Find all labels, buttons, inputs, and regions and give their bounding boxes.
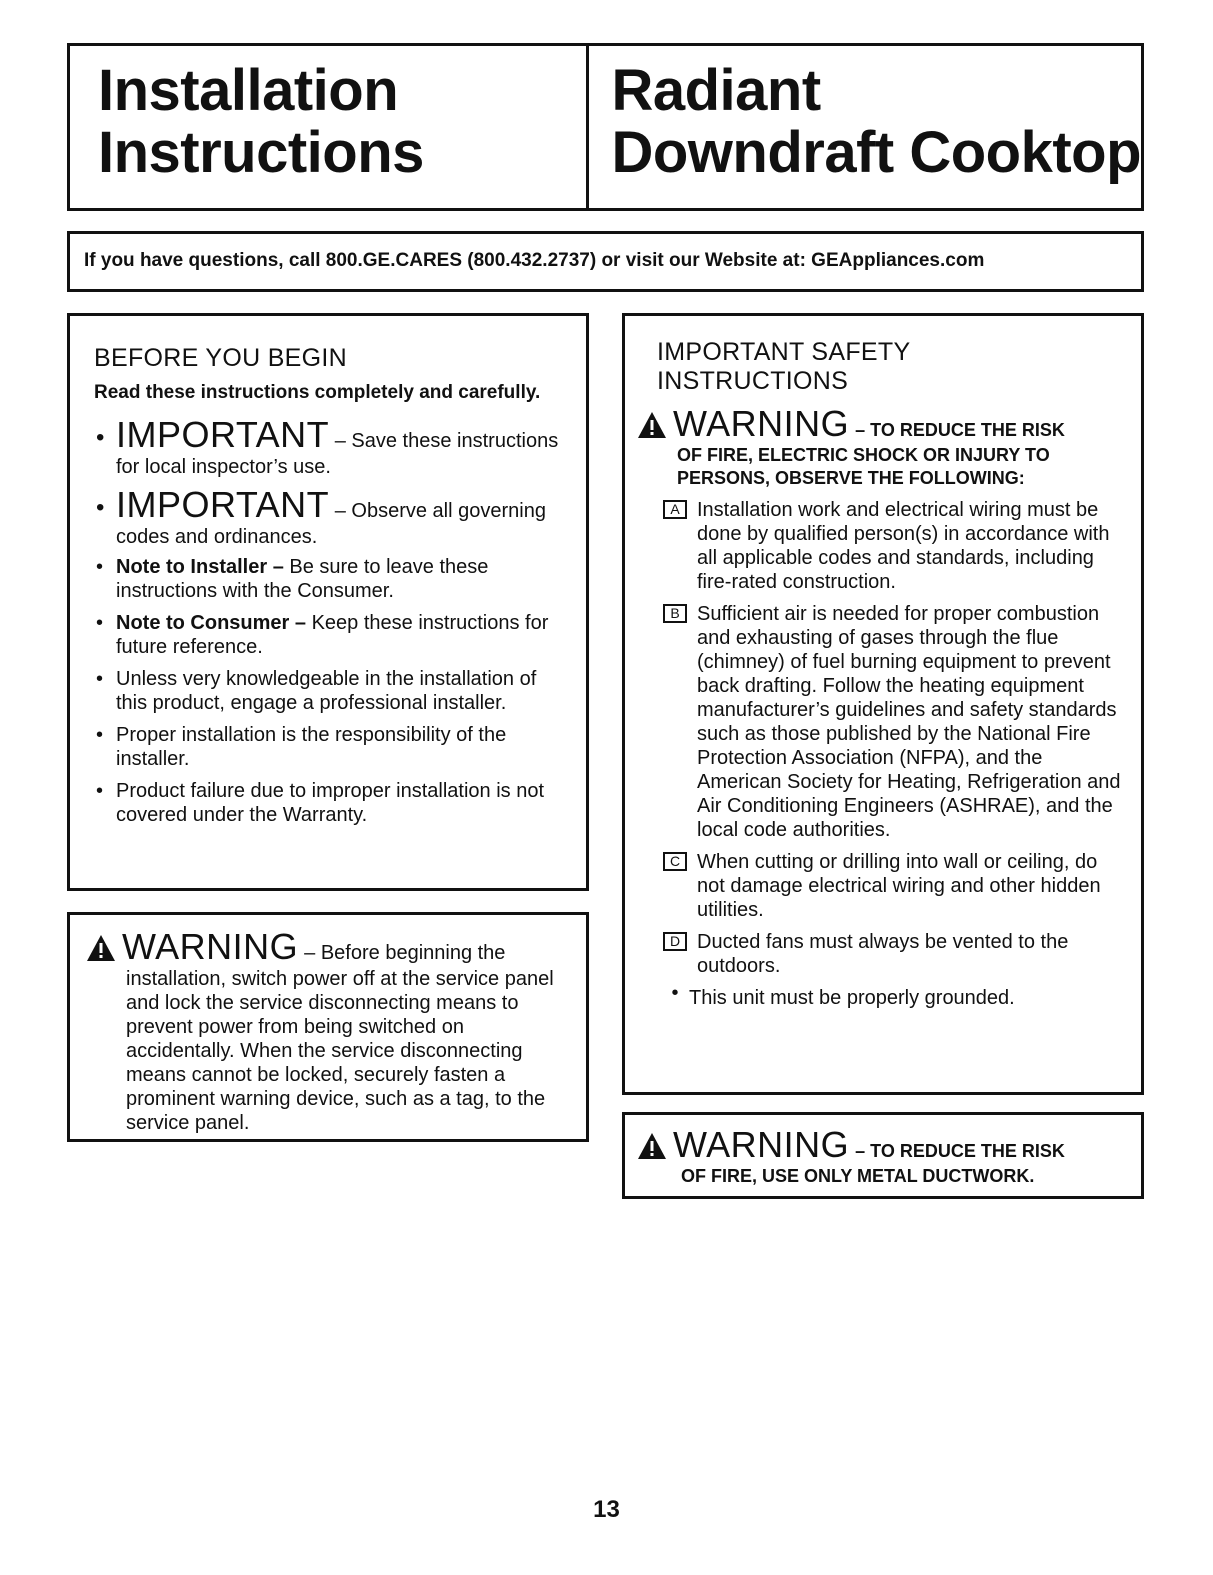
list-text: Sufficient air is needed for proper combustion and exhausting of gases through the flue (chimney) of fuel burning equipment to prevent back drafting. Follow the heating equipment manufacturer’s guidelines and safety standards such as those published by the National Fire Protection Association (NFPA), and the American Society for Heating, Refrigeration and Air Conditioning Engineers (ASHRAE), and the local code authorities. <box>697 603 1121 841</box>
doc-type-title <box>70 46 589 208</box>
warning-label: WARNING <box>673 403 850 444</box>
warning-lead: – TO REDUCE THE RISK <box>855 420 1065 440</box>
warning-label: WARNING <box>673 1124 850 1165</box>
list-item <box>94 611 570 659</box>
list-item <box>637 982 1129 1010</box>
list-item <box>637 498 1129 594</box>
list-item <box>637 850 1129 922</box>
warning-triangle-icon <box>637 411 667 439</box>
letter-badge: C <box>663 852 687 871</box>
list-text: Unless very knowledgeable in the installation of this product, engage a professional installer. <box>116 668 537 714</box>
important-label: IMPORTANT <box>116 484 330 525</box>
note-label: Note to Consumer – <box>116 612 307 634</box>
section-heading: INSTRUCTIONS <box>657 367 849 395</box>
bullet-icon: • <box>96 556 104 578</box>
bullet-icon: • <box>96 668 104 690</box>
title-line: Installation <box>98 58 399 123</box>
note-text: Be sure to leave these instructions with the Consumer. <box>116 556 489 602</box>
warning-lead: – Before beginning the <box>304 942 506 964</box>
safety-instructions-panel <box>622 313 1144 1095</box>
list-item <box>94 415 570 479</box>
warning-subtext: OF FIRE, ELECTRIC SHOCK OR INJURY TO PERSONS, OBSERVE THE FOLLOWING: <box>677 445 1050 488</box>
warning-triangle-icon <box>86 934 116 962</box>
important-label: IMPORTANT <box>116 414 330 455</box>
warning-label: WARNING <box>122 926 299 967</box>
contact-bar <box>67 231 1144 292</box>
warning-subtext: OF FIRE, USE ONLY METAL DUCTWORK. <box>681 1166 1035 1186</box>
bullet-icon: • <box>96 780 104 802</box>
intro-text: Read these instructions completely and carefully. <box>94 382 541 403</box>
list-text: Product failure due to improper installation is not covered under the Warranty. <box>116 780 545 826</box>
important-text: – Save these instructions for local inspector’s use. <box>116 430 559 478</box>
product-title <box>589 46 1141 208</box>
power-off-warning-panel <box>67 912 589 1142</box>
title-line: Downdraft Cooktop <box>611 120 1141 185</box>
letter-badge: D <box>663 932 687 951</box>
contact-text: If you have questions, call 800.GE.CARES (800.432.2737) or visit our Website at: GEAppliances.com <box>84 250 985 271</box>
before-you-begin-panel <box>67 313 589 891</box>
list-text: Installation work and electrical wiring must be done by qualified person(s) in accordance with all applicable codes and standards, including fire-rated construction. <box>697 499 1110 593</box>
letter-badge: B <box>663 604 687 623</box>
list-item <box>94 555 570 603</box>
list-item <box>94 723 570 771</box>
ductwork-warning-panel <box>622 1112 1144 1199</box>
before-list <box>94 415 570 827</box>
bullet-icon: • <box>96 424 105 451</box>
title-line: Instructions <box>98 120 424 185</box>
warning-lead: – TO REDUCE THE RISK <box>855 1141 1065 1161</box>
safety-list <box>637 498 1129 1010</box>
warning-header <box>637 1125 1129 1165</box>
list-text: Proper installation is the responsibility of the installer. <box>116 724 507 770</box>
warning-triangle-icon <box>637 1132 667 1160</box>
list-text: This unit must be properly grounded. <box>689 987 1015 1009</box>
list-item <box>637 602 1129 842</box>
warning-text: installation, switch power off at the service panel and lock the service disconnecting means to prevent power from being switched on accidentally. When the service disconnecting means cannot be locked, securely fasten a prominent warning device, such as a tag, to the service panel. <box>126 968 554 1134</box>
section-heading: IMPORTANT SAFETY <box>657 338 911 366</box>
warning-header <box>637 404 1129 444</box>
note-label: Note to Installer – <box>116 556 284 578</box>
bullet-icon: • <box>96 494 105 521</box>
warning-header <box>86 927 574 967</box>
section-heading: BEFORE YOU BEGIN <box>94 344 348 372</box>
page-number: 13 <box>593 1496 620 1523</box>
letter-badge: A <box>663 500 687 519</box>
list-item <box>637 930 1129 978</box>
title-banner <box>67 43 1144 211</box>
list-item <box>94 779 570 827</box>
list-item <box>94 667 570 715</box>
bullet-icon: • <box>671 982 679 1004</box>
bullet-icon: • <box>96 612 104 634</box>
list-text: Ducted fans must always be vented to the outdoors. <box>697 931 1069 977</box>
list-text: When cutting or drilling into wall or ceiling, do not damage electrical wiring and other hidden utilities. <box>697 851 1101 921</box>
important-text: – Observe all governing codes and ordinances. <box>116 500 546 548</box>
title-line: Radiant <box>611 58 821 123</box>
note-text: Keep these instructions for future reference. <box>116 612 549 658</box>
bullet-icon: • <box>96 724 104 746</box>
list-item <box>94 485 570 549</box>
